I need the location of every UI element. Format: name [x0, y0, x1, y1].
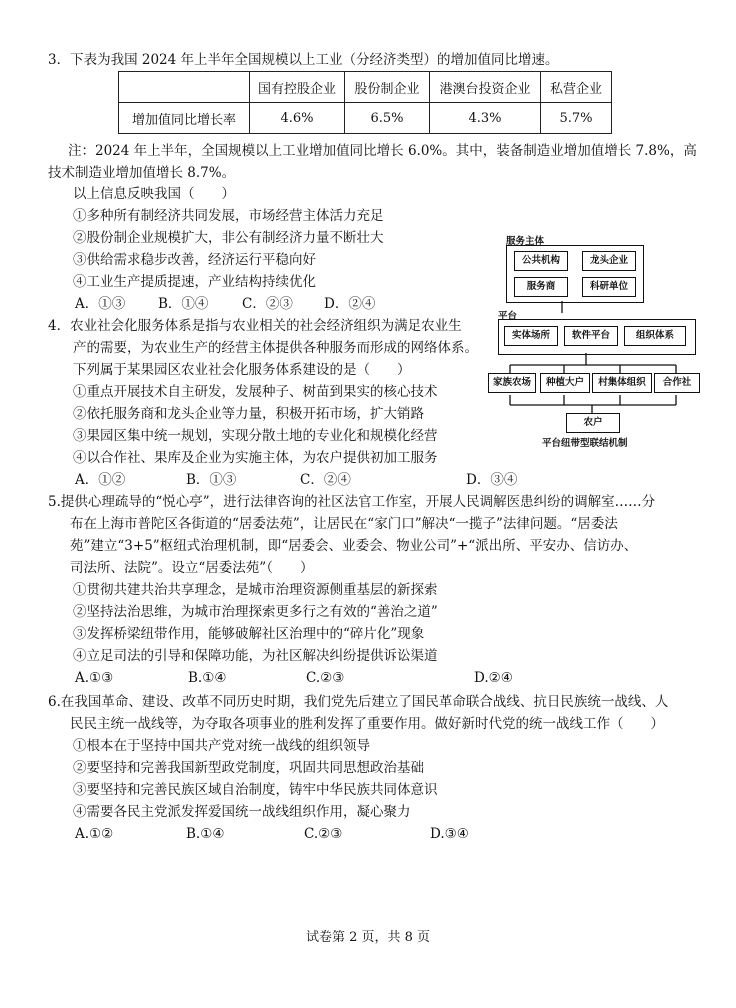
q5-choice-d: D.②④ [474, 670, 513, 686]
q3-table [118, 71, 612, 134]
q6-option-2: ②要坚持和完善我国新型政党制度，巩固共同思想政治基础 [73, 760, 424, 776]
q3-option-4: ④工业生产提质提速，产业结构持续优化 [73, 274, 316, 290]
diagram-group1-label: 服务主体 [506, 236, 545, 247]
q6-choice-b: B.①④ [186, 826, 225, 842]
diagram-node: 科研单位 [582, 277, 636, 297]
q4-choice-d: D．③④ [466, 472, 518, 488]
q6-option-1: ①根本在于坚持中国共产党对统一战线的组织领导 [73, 738, 370, 754]
q5-choice-b: B.①④ [188, 670, 227, 686]
q3-table-header-row [119, 72, 612, 103]
q4-option-3: ③果园区集中统一规划，实现分散土地的专业化和规模化经营 [73, 428, 438, 444]
q5-stem-line3: 苑”建立“3+5”枢纽式治理机制，即“居委会、业委会、物业公司”+“派出所、平安办、信访办、 [70, 538, 638, 554]
q5-option-3: ③发挥桥梁纽带作用，能够破解社区治理中的“碎片化”现象 [73, 626, 425, 642]
diagram-node-farmer: 农户 [566, 413, 620, 433]
q3-question: 以上信息反映我国（ ） [73, 186, 235, 202]
q3-table-row [119, 103, 612, 134]
diagram-node: 村集体组织 [592, 373, 652, 393]
diagram-node: 家族农场 [488, 373, 536, 393]
q4-choice-c: C．②④ [300, 472, 351, 488]
q3-table-cell: 4.6% [250, 103, 345, 134]
q5-option-4: ④立足司法的引导和保障功能，为社区解决纠纷提供诉讼渠道 [73, 648, 438, 664]
q6-option-4: ④需要各民主党派发挥爱国统一战线组织作用，凝心聚力 [73, 804, 411, 820]
q5-option-2: ②坚持法治思维，为城市治理探索更多行之有效的“善治之道” [73, 604, 438, 620]
q3-table-cell: 5.7% [541, 103, 612, 134]
q3-note-line1: 注：2024 年上半年，全国规模以上工业增加值同比增长 6.0%。其中，装备制造业增加值增长 7.8%，高 [68, 143, 697, 159]
diagram-node: 公共机构 [514, 251, 568, 271]
q3-option-2: ②股份制企业规模扩大，非公有制经济力量不断壮大 [73, 230, 384, 246]
q3-choice-a: A．①③ [75, 296, 126, 312]
q5-choice-c: C.②③ [306, 670, 345, 686]
q3-table-corner [119, 72, 250, 103]
diagram-node: 合作社 [654, 373, 700, 393]
q5-choice-a: A.①③ [75, 670, 114, 686]
q4-question: 下列属于某果园区农业社会化服务体系建设的是（ ） [73, 362, 411, 378]
q4-option-4: ④以合作社、果库及企业为实施主体，为农户提供初加工服务 [73, 450, 438, 466]
q5-stem-line4: 司法所、法院”。设立“居委法苑”（ ） [70, 560, 314, 576]
q3-table-cell: 4.3% [430, 103, 541, 134]
q4-option-2: ②依托服务商和龙头企业等力量，积极开拓市场，扩大销路 [73, 406, 424, 422]
q3-table-header: 股份制企业 [345, 72, 430, 103]
q6-choice-d: D.③④ [430, 826, 469, 842]
diagram-node: 组织体系 [624, 326, 686, 346]
q3-table-header: 港澳台投资企业 [430, 72, 541, 103]
q6-stem-line1: 6.在我国革命、建设、改革不同历史时期，我们党先后建立了国民革命联合战线、抗日民族统一战线、人 [48, 694, 669, 710]
q6-choice-a: A.①② [75, 826, 114, 842]
q5-option-1: ①贯彻共建共治共享理念，是城市治理资源侧重基层的新探索 [73, 582, 438, 598]
diagram-node: 龙头企业 [582, 251, 636, 271]
q3-table-header: 私营企业 [541, 72, 612, 103]
q3-note-line2: 技术制造业增加值增长 8.7%。 [48, 165, 236, 181]
q4-choice-a: A．①② [75, 472, 126, 488]
q5-stem-line2: 布在上海市普陀区各街道的“居委法苑”，让居民在“家门口”解决“一揽子”法律问题。“居委法 [70, 516, 618, 532]
q4-choice-b: B．①③ [186, 472, 237, 488]
q6-stem-line2: 民民主统一战线等，为夺取各项事业的胜利发挥了重要作用。做好新时代党的统一战线工作（ ） [70, 716, 664, 732]
q3-stem: 3．下表为我国 2024 年上半年全国规模以上工业（分经济类型）的增加值同比增速。 [48, 52, 559, 68]
page-footer: 试卷第 2 页，共 8 页 [305, 930, 431, 945]
diagram-caption: 平台纽带型联结机制 [542, 438, 628, 449]
q4-stem-line2: 产的需要，为农业生产的经营主体提供各种服务而形成的网络体系。 [73, 340, 478, 356]
q3-table-header: 国有控股企业 [250, 72, 345, 103]
diagram-node: 实体场所 [504, 326, 558, 346]
q6-option-3: ③要坚持和完善民族区域自治制度，铸牢中华民族共同体意识 [73, 782, 438, 798]
q3-table-row-label: 增加值同比增长率 [119, 103, 250, 134]
q3-option-3: ③供给需求稳步改善，经济运行平稳向好 [73, 252, 316, 268]
q4-diagram [486, 233, 706, 448]
q5-stem-line1: 5.提供心理疏导的“悦心亭”，进行法律咨询的社区法官工作室，开展人民调解医患纠纷的调解室……分 [48, 494, 656, 510]
q3-table-cell: 6.5% [345, 103, 430, 134]
q6-choice-c: C.②③ [304, 826, 343, 842]
q3-choice-c: C．②③ [242, 296, 293, 312]
diagram-node: 种植大户 [540, 373, 590, 393]
diagram-node: 服务商 [514, 277, 568, 297]
diagram-group2-label: 平台 [498, 311, 518, 322]
q3-option-1: ①多种所有制经济共同发展，市场经营主体活力充足 [73, 208, 384, 224]
diagram-node: 软件平台 [564, 326, 618, 346]
q4-option-1: ①重点开展技术自主研发，发展种子、树苗到果实的核心技术 [73, 384, 438, 400]
q3-choice-d: D．②④ [324, 296, 376, 312]
q4-stem-line1: 4．农业社会化服务体系是指与农业相关的社会经济组织为满足农业生 [48, 318, 462, 334]
q3-choice-b: B．①④ [158, 296, 209, 312]
